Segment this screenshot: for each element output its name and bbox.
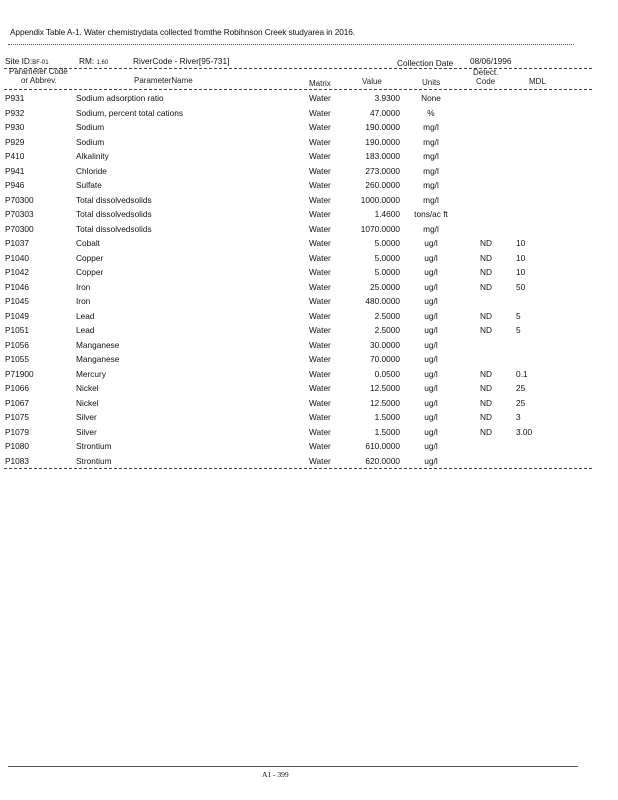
units-cell: mg/l <box>423 122 439 132</box>
header-value: Value <box>362 77 382 86</box>
rm-label: RM: <box>79 56 95 66</box>
mdl-cell: 0.1 <box>516 368 528 379</box>
data-table-body <box>0 92 618 469</box>
mdl-cell: 25 <box>516 397 526 408</box>
units-cell: ug/l <box>424 412 438 422</box>
value-cell: 5.0000 <box>374 267 400 277</box>
units-cell: mg/l <box>423 165 439 176</box>
matrix-cell: Water <box>309 455 331 466</box>
value-cell: 47.0000 <box>370 107 400 118</box>
value-cell: 1.5000 <box>374 412 400 422</box>
parameter-code-cell: P1037 <box>5 238 29 248</box>
table-row <box>0 150 618 165</box>
detect-code-cell: ND <box>480 252 492 263</box>
parameter-code-cell: P946 <box>5 180 25 190</box>
units-cell: ug/l <box>424 238 438 248</box>
units-cell: ug/l <box>424 281 438 292</box>
parameter-code-cell: P1067 <box>5 397 29 408</box>
detect-code-cell: ND <box>480 325 492 335</box>
parameter-name-cell: Sodium <box>76 122 105 132</box>
header-units: Units <box>422 78 441 87</box>
units-cell: mg/l <box>423 151 439 161</box>
matrix-cell: Water <box>309 180 331 190</box>
value-cell: 30.0000 <box>370 339 400 350</box>
header-mdl: MDL <box>529 77 546 86</box>
detect-code-cell: ND <box>480 412 492 422</box>
parameter-name-cell: Copper <box>76 252 104 263</box>
units-cell: ug/l <box>424 397 438 408</box>
matrix-cell: Water <box>309 252 331 263</box>
units-cell: mg/l <box>423 223 439 234</box>
table-row <box>0 165 618 180</box>
parameter-code-cell: P1083 <box>5 455 29 466</box>
table-caption: Appendix Table A-1. Water chemistrydata collected fromthe Robihnson Creek studyarea in 2016. <box>10 27 355 37</box>
matrix-cell: Water <box>309 151 331 161</box>
units-cell: ug/l <box>424 441 438 451</box>
detect-code-cell: ND <box>480 368 492 379</box>
parameter-code-cell: P410 <box>5 151 25 161</box>
river-code: RiverCode - River[95-731] <box>133 56 230 66</box>
mdl-cell: 25 <box>516 383 526 393</box>
table-row <box>0 208 618 223</box>
value-cell: 1.5000 <box>374 426 400 437</box>
matrix-cell: Water <box>309 368 331 379</box>
parameter-name-cell: Iron <box>76 296 91 306</box>
table-row <box>0 223 618 238</box>
parameter-code-cell: P1056 <box>5 339 29 350</box>
parameter-name-cell: Nickel <box>76 397 99 408</box>
parameter-code-cell: P1045 <box>5 296 29 306</box>
header-detect-line1: Detect. <box>473 68 499 77</box>
units-cell: ug/l <box>424 296 438 306</box>
value-cell: 5.0000 <box>374 238 400 248</box>
units-cell: ug/l <box>424 354 438 364</box>
header-divider <box>4 89 592 90</box>
matrix-cell: Water <box>309 238 331 248</box>
units-cell: ug/l <box>424 339 438 350</box>
parameter-code-cell: P1051 <box>5 325 29 335</box>
matrix-cell: Water <box>309 194 331 205</box>
matrix-cell: Water <box>309 310 331 321</box>
units-cell: ug/l <box>424 252 438 263</box>
matrix-cell: Water <box>309 339 331 350</box>
table-row <box>0 397 618 412</box>
mdl-cell: 10 <box>516 267 526 277</box>
matrix-cell: Water <box>309 209 331 219</box>
matrix-cell: Water <box>309 397 331 408</box>
parameter-name-cell: Total dissolvedsolids <box>76 223 152 234</box>
parameter-name-cell: Strontium <box>76 441 112 451</box>
header-code-line1: Parameter Code <box>9 67 68 76</box>
header-parameter-name: ParameterName <box>134 76 193 85</box>
units-cell: mg/l <box>423 180 439 190</box>
header-detect-line2: Code <box>476 77 496 86</box>
value-cell: 5.0000 <box>374 252 400 263</box>
parameter-name-cell: Manganese <box>76 354 120 364</box>
table-row <box>0 382 618 397</box>
parameter-name-cell: Sulfate <box>76 180 102 190</box>
rm-value: 1.60 <box>96 60 109 66</box>
units-cell: ug/l <box>424 426 438 437</box>
table-row <box>0 252 618 267</box>
detect-code-cell: ND <box>480 267 492 277</box>
units-cell: % <box>427 107 435 118</box>
parameter-name-cell: Lead <box>76 310 95 321</box>
parameter-name-cell: Iron <box>76 281 91 292</box>
parameter-name-cell: Silver <box>76 426 97 437</box>
matrix-cell: Water <box>309 325 331 335</box>
table-row <box>0 179 618 194</box>
value-cell: 620.0000 <box>365 455 400 466</box>
table-row <box>0 121 618 136</box>
units-cell: tons/ac ft <box>414 209 448 219</box>
matrix-cell: Water <box>309 267 331 277</box>
table-end-divider <box>4 468 592 469</box>
parameter-name-cell: Alkalinity <box>76 151 109 161</box>
parameter-code-cell: P1040 <box>5 252 29 263</box>
mdl-cell: 3 <box>516 412 521 422</box>
matrix-cell: Water <box>309 281 331 292</box>
matrix-cell: Water <box>309 122 331 132</box>
matrix-cell: Water <box>309 354 331 364</box>
parameter-name-cell: Sodium, percent total cations <box>76 107 183 118</box>
parameter-code-cell: P1075 <box>5 412 29 422</box>
value-cell: 190.0000 <box>365 122 400 132</box>
parameter-code-cell: P929 <box>5 136 25 147</box>
parameter-code-cell: P1049 <box>5 310 29 321</box>
matrix-cell: Water <box>309 136 331 147</box>
parameter-code-cell: P931 <box>5 93 25 103</box>
value-cell: 183.0000 <box>365 151 400 161</box>
detect-code-cell: ND <box>480 397 492 408</box>
parameter-name-cell: Silver <box>76 412 97 422</box>
units-cell: ug/l <box>424 368 438 379</box>
table-row <box>0 455 618 470</box>
value-cell: 70.0000 <box>370 354 400 364</box>
caption-divider <box>8 44 574 45</box>
footer-rule <box>8 766 578 767</box>
value-cell: 480.0000 <box>365 296 400 306</box>
units-cell: ug/l <box>424 325 438 335</box>
table-row <box>0 440 618 455</box>
value-cell: 12.5000 <box>370 383 400 393</box>
parameter-name-cell: Manganese <box>76 339 120 350</box>
detect-code-cell: ND <box>480 426 492 437</box>
parameter-name-cell: Chloride <box>76 165 107 176</box>
collection-date-value: 08/06/1996 <box>470 56 512 66</box>
parameter-code-cell: P930 <box>5 122 25 132</box>
mdl-cell: 10 <box>516 252 526 263</box>
mdl-cell: 10 <box>516 238 526 248</box>
header-parameter-code <box>9 67 68 85</box>
value-cell: 1.4600 <box>374 209 400 219</box>
table-row <box>0 266 618 281</box>
river-mile <box>79 56 108 66</box>
meta-divider <box>4 68 592 69</box>
parameter-name-cell: Mercury <box>76 368 106 379</box>
parameter-name-cell: Lead <box>76 325 95 335</box>
value-cell: 190.0000 <box>365 136 400 147</box>
table-row <box>0 237 618 252</box>
parameter-name-cell: Strontium <box>76 455 112 466</box>
units-cell: ug/l <box>424 455 438 466</box>
parameter-code-cell: P1046 <box>5 281 29 292</box>
table-row <box>0 295 618 310</box>
units-cell: ug/l <box>424 310 438 321</box>
parameter-name-cell: Total dissolvedsolids <box>76 209 152 219</box>
table-row <box>0 136 618 151</box>
value-cell: 2.5000 <box>374 325 400 335</box>
parameter-code-cell: P1079 <box>5 426 29 437</box>
table-row <box>0 194 618 209</box>
table-row <box>0 107 618 122</box>
mdl-cell: 50 <box>516 281 526 292</box>
page-number: A1 - 399 <box>262 770 289 779</box>
parameter-name-cell: Nickel <box>76 383 99 393</box>
parameter-code-cell: P1080 <box>5 441 29 451</box>
parameter-name-cell: Total dissolvedsolids <box>76 194 152 205</box>
parameter-name-cell: Cobalt <box>76 238 100 248</box>
table-row <box>0 281 618 296</box>
value-cell: 0.0500 <box>374 368 400 379</box>
parameter-name-cell: Sodium adsorption ratio <box>76 93 164 103</box>
value-cell: 273.0000 <box>365 165 400 176</box>
parameter-code-cell: P932 <box>5 107 25 118</box>
value-cell: 1000.0000 <box>360 194 400 205</box>
matrix-cell: Water <box>309 441 331 451</box>
parameter-code-cell: P71900 <box>5 368 34 379</box>
value-cell: 2.5000 <box>374 310 400 321</box>
value-cell: 260.0000 <box>365 180 400 190</box>
parameter-code-cell: P1042 <box>5 267 29 277</box>
site-id <box>5 56 49 66</box>
detect-code-cell: ND <box>480 238 492 248</box>
value-cell: 25.0000 <box>370 281 400 292</box>
table-row <box>0 368 618 383</box>
table-row <box>0 324 618 339</box>
parameter-code-cell: P70303 <box>5 209 34 219</box>
site-id-label: Site ID: <box>5 56 33 66</box>
table-row <box>0 339 618 354</box>
mdl-cell: 3.00 <box>516 426 533 437</box>
value-cell: 3.9300 <box>374 93 400 103</box>
detect-code-cell: ND <box>480 281 492 292</box>
mdl-cell: 5 <box>516 325 521 335</box>
parameter-code-cell: P1066 <box>5 383 29 393</box>
header-detect-code <box>473 68 498 86</box>
matrix-cell: Water <box>309 383 331 393</box>
detect-code-cell: ND <box>480 383 492 393</box>
parameter-code-cell: P941 <box>5 165 25 176</box>
matrix-cell: Water <box>309 107 331 118</box>
units-cell: mg/l <box>423 194 439 205</box>
parameter-code-cell: P70300 <box>5 194 34 205</box>
matrix-cell: Water <box>309 223 331 234</box>
parameter-code-cell: P70300 <box>5 223 34 234</box>
header-code-line2: or Abbrev. <box>21 76 57 85</box>
header-matrix: Matrix <box>309 79 331 88</box>
parameter-code-cell: P1055 <box>5 354 29 364</box>
units-cell: ug/l <box>424 267 438 277</box>
matrix-cell: Water <box>309 296 331 306</box>
table-row <box>0 426 618 441</box>
table-row <box>0 92 618 107</box>
matrix-cell: Water <box>309 165 331 176</box>
value-cell: 610.0000 <box>365 441 400 451</box>
site-id-value: BF-01 <box>32 60 49 66</box>
units-cell: mg/l <box>423 136 439 147</box>
matrix-cell: Water <box>309 412 331 422</box>
table-row <box>0 411 618 426</box>
mdl-cell: 5 <box>516 310 521 321</box>
parameter-name-cell: Copper <box>76 267 104 277</box>
detect-code-cell: ND <box>480 310 492 321</box>
parameter-name-cell: Sodium <box>76 136 105 147</box>
matrix-cell: Water <box>309 93 331 103</box>
matrix-cell: Water <box>309 426 331 437</box>
units-cell: None <box>421 93 441 103</box>
collection-date-label: Collection Date <box>397 58 454 68</box>
units-cell: ug/l <box>424 383 438 393</box>
table-row <box>0 310 618 325</box>
value-cell: 12.5000 <box>370 397 400 408</box>
table-row <box>0 353 618 368</box>
value-cell: 1070.0000 <box>360 223 400 234</box>
